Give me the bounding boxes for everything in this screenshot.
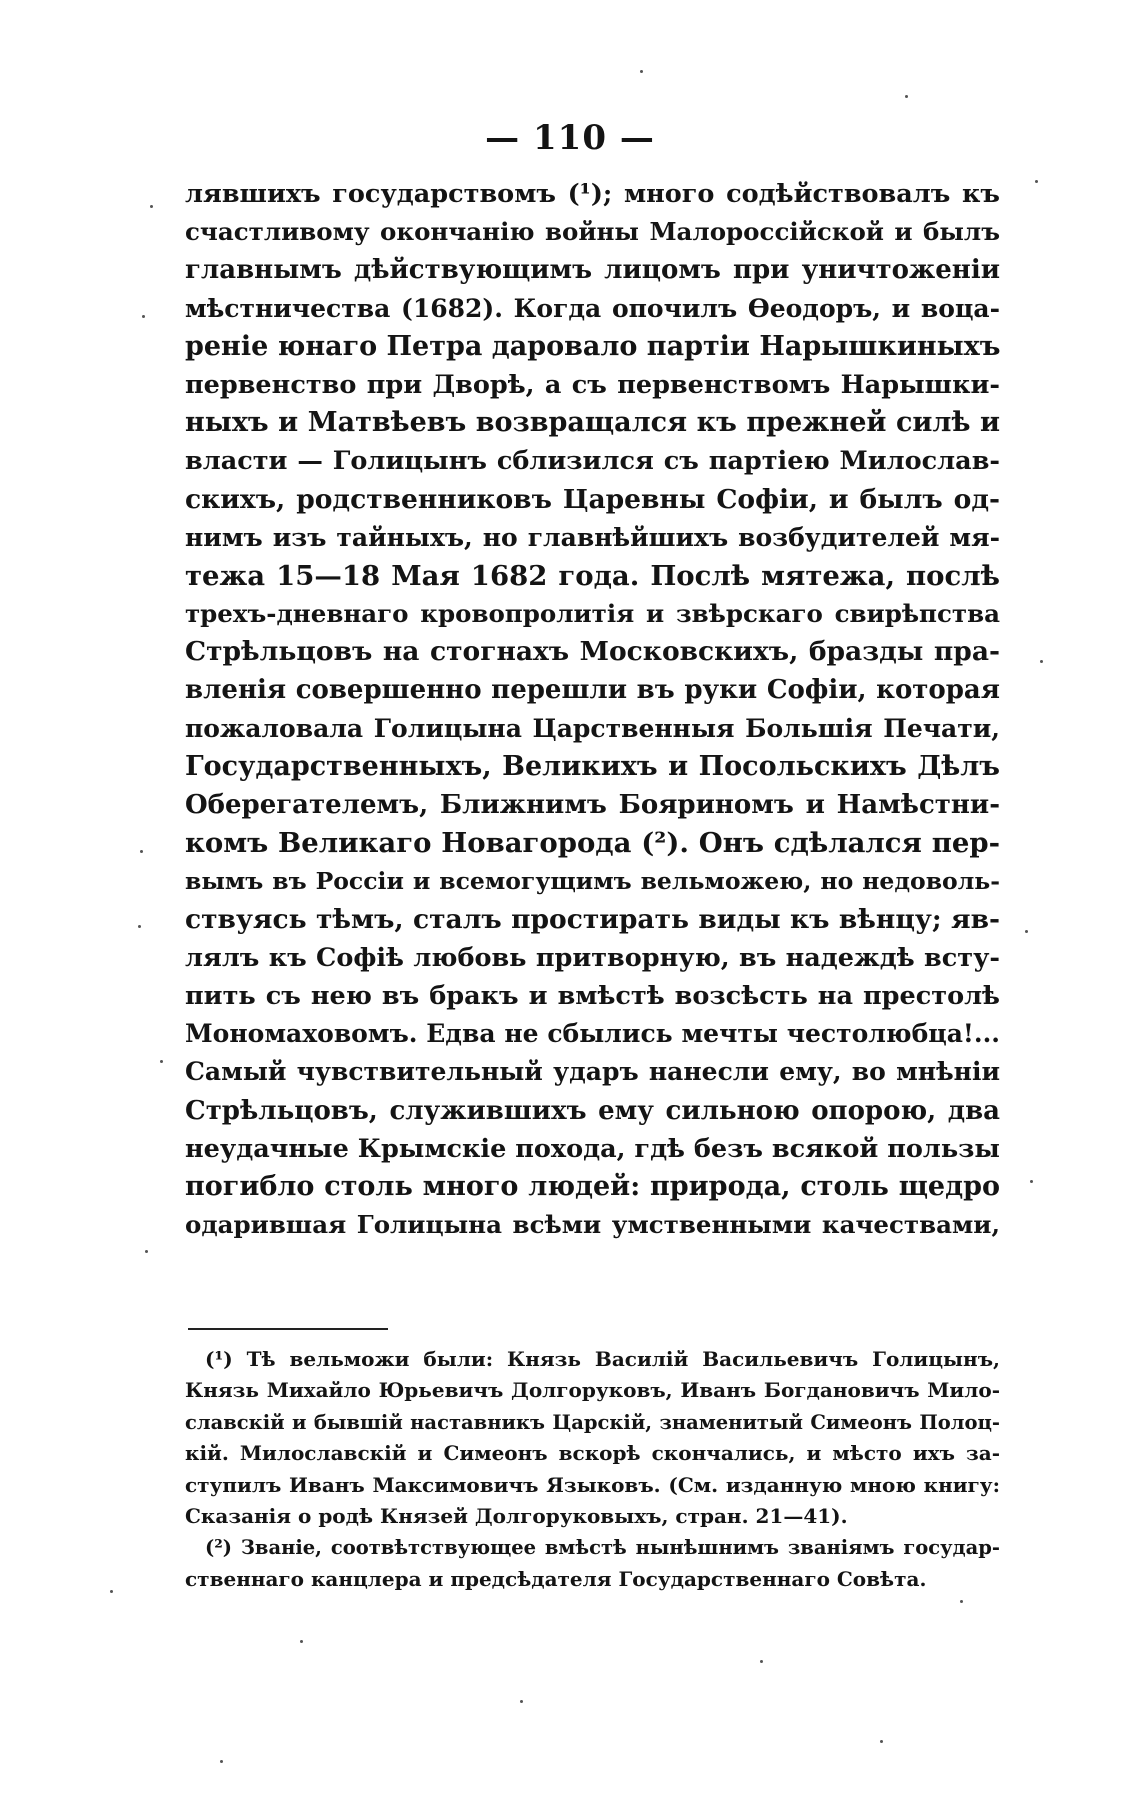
footnote-line: Князь Михайло Юрьевичъ Долгоруковъ, Иванъ Богдановичъ Мило- <box>185 1378 1000 1403</box>
text-line: неудачные Крымскіе похода, гдѣ безъ всякой пользы <box>185 1133 1000 1164</box>
text-line: ныхъ и Матвѣевъ возвращался къ прежней силѣ и <box>185 407 1000 439</box>
paper-speck <box>1035 180 1038 183</box>
paper-speck <box>142 315 145 318</box>
paper-speck <box>760 1660 763 1663</box>
text-line: трехъ-дневнаго кровопролитія и звѣрскаго свирѣпства <box>185 599 1000 629</box>
paper-speck <box>145 1250 148 1253</box>
paper-speck <box>1030 1180 1033 1183</box>
footnote-line: Сказанія о родѣ Князей Долгоруковыхъ, стран. 21—41). <box>185 1503 848 1528</box>
text-line: тежа 15—18 Мая 1682 года. Послѣ мятежа, послѣ <box>185 559 1000 592</box>
paper-speck <box>1025 930 1028 933</box>
footnote-line: ственнаго канцлера и предсѣдателя Государственнаго Совѣта. <box>185 1566 927 1591</box>
text-line: реніе юнаго Петра даровало партіи Нарышкиныхъ <box>185 330 1001 362</box>
paper-speck <box>140 850 143 853</box>
text-line: ствуясь тѣмъ, сталъ простирать виды къ вѣнцу; яв- <box>185 903 1000 935</box>
paper-speck <box>520 1700 523 1703</box>
footnote-line: (²) Званіе, соотвѣтствующее вмѣстѣ нынѣшнимъ званіямъ государ- <box>205 1536 1000 1560</box>
main-text <box>185 175 1000 1244</box>
text-line: счастливому окончанію войны Малороссійской и былъ <box>185 217 1000 247</box>
text-line: погибло столь много людей: природа, столь щедро <box>185 1170 1000 1202</box>
text-line: одарившая Голицына всѣми умственными качествами, <box>185 1210 1000 1240</box>
text-line: Самый чувствительный ударъ нанесли ему, во мнѣніи <box>185 1057 1000 1087</box>
text-line: вленія совершенно перешли въ руки Софіи, которая <box>185 675 1000 706</box>
footnotes <box>185 1344 1000 1595</box>
text-line: Стрѣльцовъ, служившихъ ему сильною опорою, два <box>185 1095 1000 1126</box>
text-line: первенство при Дворѣ, а съ первенствомъ Нарышки- <box>185 369 1000 400</box>
text-line: Оберегателемъ, Ближнимъ Бояриномъ и Намѣстни- <box>185 790 1000 820</box>
text-line: вымъ въ Россіи и всемогущимъ вельможею, но недоволь- <box>185 867 1000 896</box>
text-line: комъ Великаго Новагорода (²). Онъ сдѣлался пер- <box>185 827 1000 860</box>
text-line: пожаловала Голицына Царственныя Большія Печати, <box>185 713 1000 743</box>
paper-speck <box>150 205 153 208</box>
footnote-line: (¹) Тѣ вельможи были: Князь Василій Васильевичъ Голицынъ, <box>205 1347 1000 1371</box>
footnote-divider <box>188 1328 388 1330</box>
text-line: мѣстничества (1682). Когда опочилъ Ѳеодоръ, и воца- <box>185 293 1000 323</box>
paper-speck <box>640 70 643 73</box>
text-line: лялъ къ Софіѣ любовь притворную, въ надеждѣ всту- <box>185 942 1000 973</box>
text-line: Государственныхъ, Великихъ и Посольскихъ Дѣлъ <box>185 750 1000 782</box>
paper-speck <box>300 1640 303 1643</box>
paper-speck <box>1040 660 1043 663</box>
paper-speck <box>138 925 141 928</box>
text-line: нимъ изъ тайныхъ, но главнѣйшихъ возбудителей мя- <box>185 522 1000 552</box>
footnote-line: славскій и бывшій наставникъ Царскій, знаменитый Симеонъ Полоц- <box>185 1410 1000 1434</box>
text-line: Стрѣльцовъ на стогнахъ Московскихъ, бразды пра- <box>185 636 1000 668</box>
text-line: власти — Голицынъ сблизился съ партіею Милослав- <box>185 446 1000 477</box>
paper-speck <box>160 1060 163 1063</box>
paper-speck <box>960 1600 963 1603</box>
text-line: пить съ нею въ бракъ и вмѣстѣ возсѣсть на престолѣ <box>185 980 1000 1011</box>
footnote-line: ступилъ Иванъ Максимовичъ Языковъ. (См. изданную мною книгу: <box>185 1472 1000 1497</box>
paper-speck <box>110 1590 113 1593</box>
paper-speck <box>880 1740 883 1743</box>
paper-speck <box>220 1760 223 1763</box>
footnote-line: кій. Милославскій и Симеонъ вскорѣ скончались, и мѣсто ихъ за- <box>185 1441 1000 1466</box>
text-line: главнымъ дѣйствующимъ лицомъ при уничтоженіи <box>185 255 1000 286</box>
text-line: лявшихъ государствомъ (¹); много содѣйствовалъ къ <box>185 179 1000 209</box>
page-number: — 110 — <box>485 118 655 158</box>
text-line: Мономаховомъ. Едва не сбылись мечты честолюбца!... <box>185 1019 1000 1049</box>
paper-speck <box>905 95 908 98</box>
text-line: скихъ, родственниковъ Царевны Софіи, и былъ од- <box>185 483 1000 515</box>
